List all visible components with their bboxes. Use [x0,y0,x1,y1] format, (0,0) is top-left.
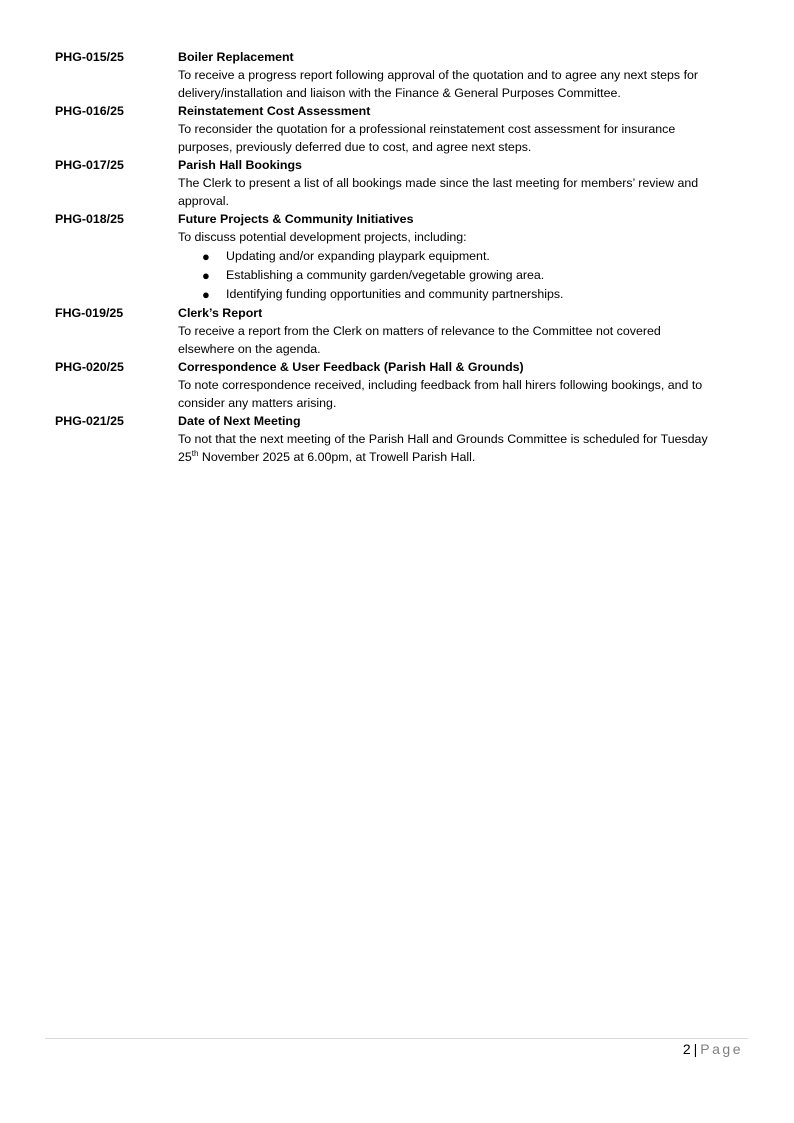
bullet-text: Establishing a community garden/vegetable growing area. [226,268,545,282]
agenda-item-description-line: The Clerk to present a list of all bookings made since the last meeting for members’ review and [178,176,699,190]
page-footer [683,1040,743,1058]
agenda-item-body [178,412,745,466]
agenda-item-description-line: delivery/installation and liaison with the Finance & General Purposes Committee. [178,86,621,100]
agenda-item-description-line: approval. [178,194,229,208]
bullet-icon: ● [202,287,210,302]
agenda-item-description-line: To not that the next meeting of the Parish Hall and Grounds Committee is scheduled for Tuesday [178,432,708,446]
agenda-item-title: Future Projects & Community Initiatives [178,212,414,226]
agenda-item [55,210,745,304]
agenda-item-ref: PHG-015/25 [55,50,124,64]
agenda-item-body [178,358,745,412]
agenda-item-title: Reinstatement Cost Assessment [178,104,371,118]
agenda-item-description-line: To receive a progress report following approval of the quotation and to agree any next steps for [178,68,699,82]
agenda-item [55,102,745,156]
agenda-list [55,48,745,466]
bullet-list-item [178,247,745,266]
bullet-text: Identifying funding opportunities and community partnerships. [226,287,564,301]
agenda-item [55,156,745,210]
agenda-item-description-line [178,448,745,466]
agenda-item-description-line: To receive a report from the Clerk on matters of relevance to the Committee not covered [178,324,661,338]
agenda-item-ref: PHG-016/25 [55,104,124,118]
agenda-item-description-line: consider any matters arising. [178,396,337,410]
footer-rule [45,1038,748,1039]
bullet-icon: ● [202,268,210,283]
agenda-item [55,304,745,358]
agenda-item-title: Boiler Replacement [178,50,294,64]
agenda-item-ref: PHG-017/25 [55,158,124,172]
bullet-list-item [178,266,745,285]
agenda-item-title: Parish Hall Bookings [178,158,302,172]
agenda-item [55,358,745,412]
agenda-item-body [178,102,745,156]
agenda-item-body [178,156,745,210]
agenda-item-description-line: elsewhere on the agenda. [178,342,321,356]
agenda-item-body [178,210,745,304]
agenda-item-ref: FHG-019/25 [55,306,124,320]
bullet-list [178,247,745,304]
agenda-item [55,48,745,102]
page-number: 2 [682,1041,691,1057]
page-label: Page [700,1041,743,1057]
agenda-item-title: Clerk’s Report [178,306,263,320]
agenda-item-title: Correspondence & User Feedback (Parish Hall & Grounds) [178,360,524,374]
agenda-item-description-line: purposes, previously deferred due to cost, and agree next steps. [178,140,532,154]
bullet-list-item [178,285,745,304]
agenda-item-ref: PHG-021/25 [55,414,124,428]
agenda-item-body [178,48,745,102]
page-footer-separator: | [693,1041,698,1057]
agenda-item-description-line: To discuss potential development projects, including: [178,230,467,244]
bullet-icon: ● [202,249,210,264]
agenda-item-description-line: To reconsider the quotation for a professional reinstatement cost assessment for insurance [178,122,676,136]
agenda-item-title: Date of Next Meeting [178,414,301,428]
meeting-day: 25 [178,450,192,464]
meeting-details: November 2025 at 6.00pm, at Trowell Parish Hall. [198,450,476,464]
bullet-text: Updating and/or expanding playpark equipment. [226,249,490,263]
agenda-item-ref: PHG-018/25 [55,212,124,226]
agenda-item [55,412,745,466]
meeting-day-ordinal: th [191,448,199,458]
agenda-item-body [178,304,745,358]
agenda-item-description-line: To note correspondence received, including feedback from hall hirers following bookings, and to [178,378,703,392]
agenda-item-ref: PHG-020/25 [55,360,124,374]
